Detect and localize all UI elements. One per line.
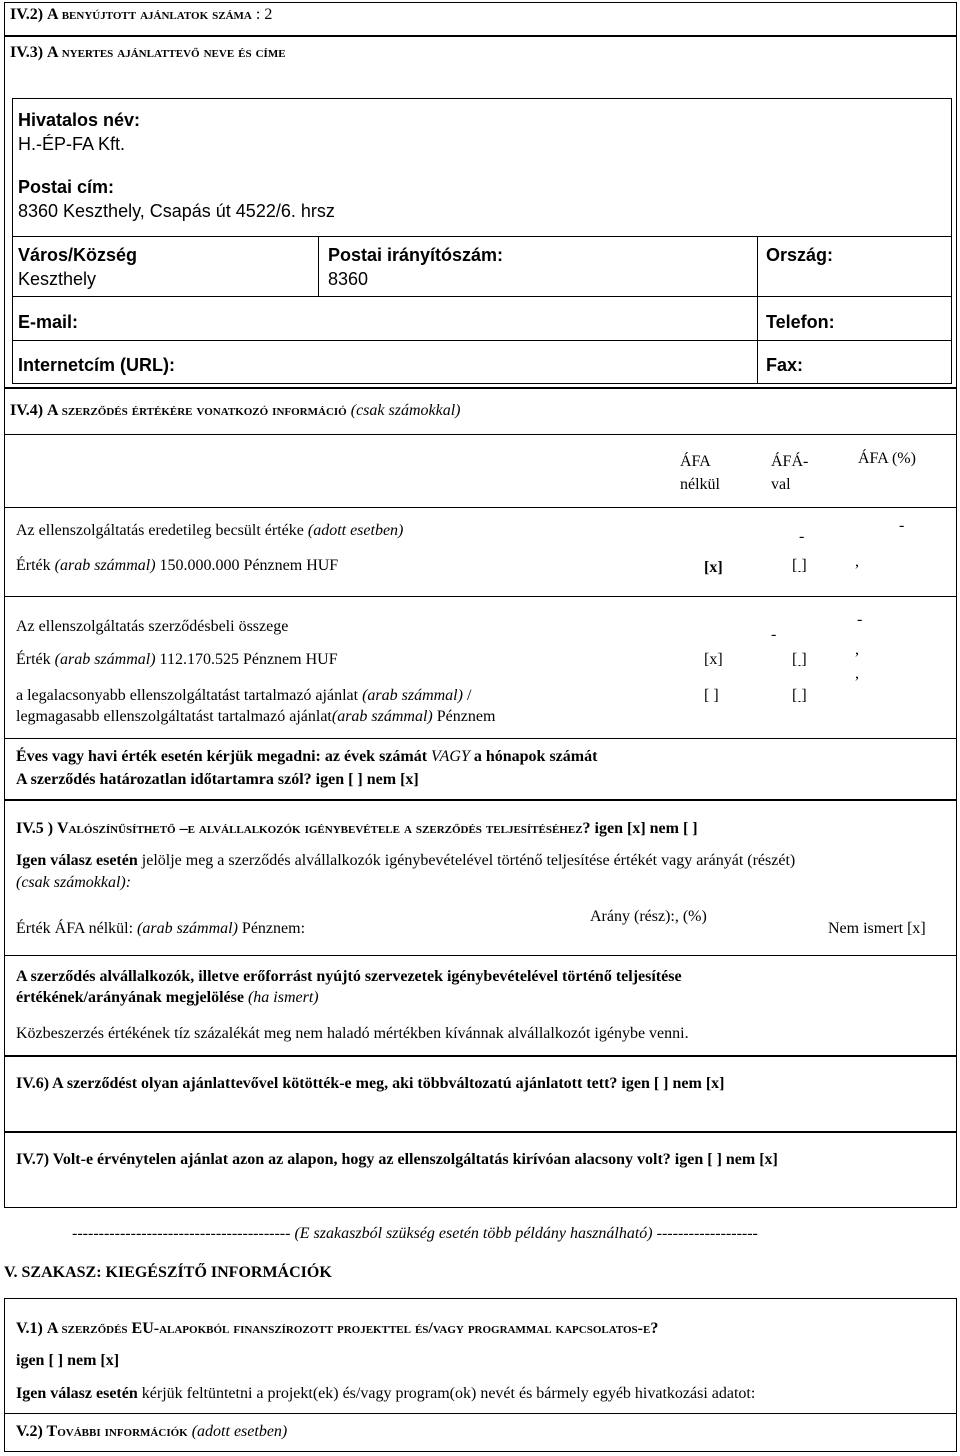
section-iv6-box [4,1056,957,1132]
subcontractor-divider [4,955,957,956]
url-label: Internetcím (URL): [18,355,175,375]
estimated-value-line: Érték (arab számmal) 150.000.000 Pénznem HUF [16,557,339,574]
contract-comma: , [855,641,859,658]
section-iv6-question: IV.6) A szerződést olyan ajánlattevővel kötötték-e meg, aki többváltozatú ajánlatott tett? igen [ ] nem [x] [16,1075,725,1092]
country-label: Ország: [766,245,834,265]
contract-afaval-checkbox[interactable]: [ ] [792,651,807,668]
city-value: Keszthely [18,269,97,289]
range-line-1: a legalacsonyabb ellenszolgáltatást tartalmazó ajánlat (arab számmal) / [16,687,472,704]
zip-label: Postai irányítószám: [328,245,504,265]
contract-divider [4,738,957,739]
section-iv7-box [4,1132,957,1208]
copy-separator: ----------------------------------------- (E szakaszból szükség esetén több példány használható) ------------------- [72,1225,758,1242]
col-header-afa-pct: ÁFA (%) [858,450,916,467]
range-afaval-checkbox[interactable]: [ ] [792,687,807,704]
official-name-value: H.-ÉP-FA Kft. [18,134,126,154]
city-divider-bottom [12,296,952,297]
section-v-title: V. SZAKASZ: KIEGÉSZÍTŐ INFORMÁCIÓK [4,1264,332,1281]
subcontractor-value-title-1: A szerződés alvállalkozók, illetve erőforrást nyújtó szervezetek igénybevételével történő teljesítése [16,968,682,985]
section-iv3-heading: IV.3) A nyertes ajánlattevő neve és címe [10,44,286,61]
city-divider-left [318,236,319,296]
subcontractor-ratio: Arány (rész):, (%) [590,908,707,925]
estimated-value-title: Az ellenszolgáltatás eredetileg becsült értéke (adott esetben) [16,522,404,539]
contact-divider-middle [12,340,952,341]
section-v1-heading: V.1) A szerződés EU-alapokból finanszírozott projekttel és/vagy programmal kapcsolatos-e? [16,1320,659,1337]
contract-dash-2: - [857,611,863,628]
estimated-comma: , [855,553,859,570]
contract-value-title: Az ellenszolgáltatás szerződésbeli összege [16,618,289,635]
subcontractor-unknown: Nem ismert [x] [828,920,926,937]
subcontractor-value-title-2: értékének/arányának megjelölése (ha ismert) [16,989,319,1006]
range-line-2: legmagasabb ellenszolgáltatást tartalmazó ajánlat(arab számmal) Pénznem [16,708,496,725]
estimated-dash-1: - [799,528,805,545]
postal-address-value: 8360 Keszthely, Csapás út 4522/6. hrsz [18,201,335,221]
subcontractor-if-yes-note: (csak számokkal): [16,874,132,891]
subcontractor-if-yes: Igen válasz esetén jelölje meg a szerződés alvállalkozók igénybevételével történő teljesítése értékét vagy arányát (részét) [16,852,796,869]
range-comma: , [855,665,859,682]
section-iv2-heading: IV.2) A benyújtott ajánlatok száma : 2 [10,6,273,23]
value-columns-header-box [4,434,957,508]
official-name-label: Hivatalos név: [18,110,141,130]
section-v1-if-yes: Igen válasz esetén kérjük feltüntetni a projekt(ek) és/vagy program(ok) nevét és bármely egyéb hivatkozási adatot: [16,1385,756,1402]
estimated-afa-nelkul-checkbox[interactable]: [x] [704,559,723,576]
contract-afa-nelkul-checkbox[interactable]: [x] [704,651,723,668]
section-v2-heading: V.2) További információk (adott esetben) [16,1423,288,1440]
zip-value: 8360 [328,269,369,289]
fax-label: Fax: [766,355,804,375]
estimated-afaval-checkbox[interactable]: [ ] [792,557,807,574]
subcontractor-value-line: Érték ÁFA nélkül: (arab számmal) Pénznem: [16,920,306,937]
col-header-afaval: ÁFÁ- val [771,453,809,493]
contract-dash-1: - [771,626,777,643]
contract-value-line: Érték (arab számmal) 112.170.525 Pénznem HUF [16,651,338,668]
phone-label: Telefon: [766,312,835,332]
indefinite-question: A szerződés határozatlan időtartamra szól? igen [ ] nem [x] [16,771,419,788]
subcontractor-text: Közbeszerzés értékének tíz százalékát meg nem haladó mértékben kívánnak alvállalkozót igénybe venni. [16,1025,689,1042]
estimated-dash-2: - [899,517,905,534]
city-divider-top [12,236,952,237]
section-v1-answer: igen [ ] nem [x] [16,1352,120,1369]
winner-address-box [12,98,952,384]
section-iv4-heading: IV.4) A szerződés értékére vonatkozó információ (csak számokkal) [10,402,461,419]
section-iv7-question: IV.7) Volt-e érvénytelen ajánlat azon az alapon, hogy az ellenszolgáltatás kirívóan alacsony volt? igen [ ] nem [x] [16,1151,778,1168]
range-afa-nelkul-checkbox[interactable]: [ ] [704,687,719,704]
city-label: Város/Község [18,245,138,265]
email-label: E-mail: [18,312,79,332]
section-v-divider [4,1413,957,1414]
section-iv5-heading: IV.5 ) Valószínűsíthető –e alvállalkozók igénybevétele a szerződés teljesítéséhez? igen [x] nem [ ] [16,820,698,837]
estimated-divider [4,596,957,597]
period-question: Éves vagy havi érték esetén kérjük megadni: az évek számát VAGY a hónapok számát [16,748,598,765]
city-divider-right [757,236,758,296]
col-header-afa-nelkul: ÁFA nélkül [680,453,720,493]
postal-address-label: Postai cím: [18,177,115,197]
